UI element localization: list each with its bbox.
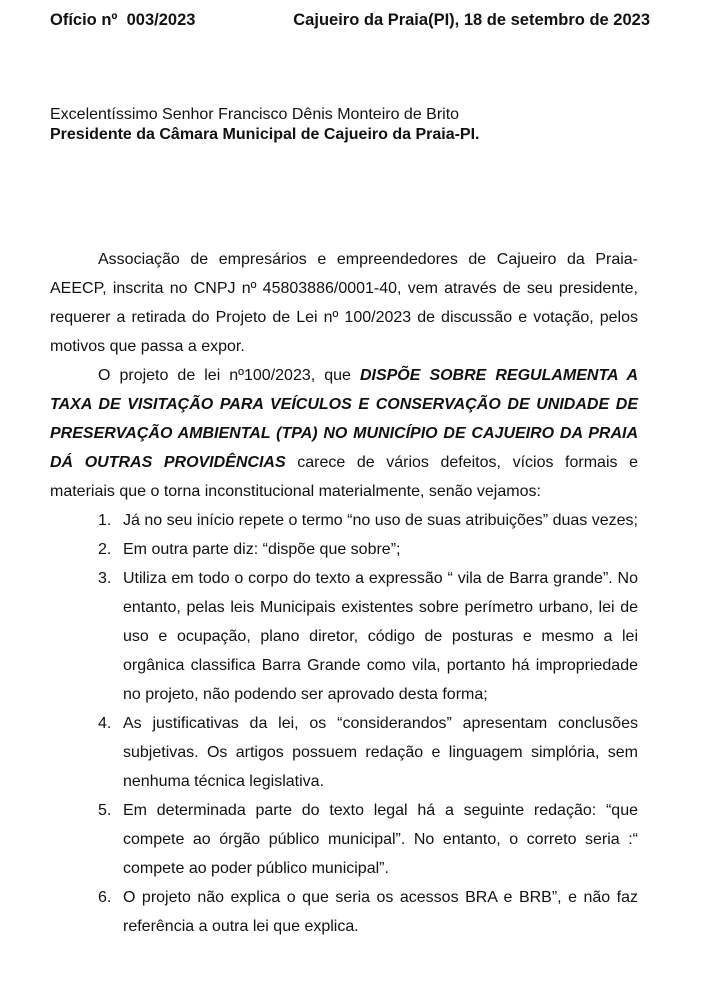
project-title: DISPÕE SOBRE REGULAMENTA A TAXA DE VISITAÇÃO PARA VEÍCULOS E CONSERVAÇÃO DE UNIDADE DE PRESERVAÇÃO AMBIENTAL (TPA) NO MUNICÍPIO DE CAJUEIRO DA PRAIA DÁ OUTRAS PROVIDÊNCIAS	[50, 367, 639, 471]
defects-list	[50, 506, 638, 941]
list-item	[50, 709, 638, 796]
item-text: Utiliza em todo o corpo do texto a expressão “ vila de Barra grande”. No entanto, pelas leis Municipais existentes sobre perímetro urbano, lei de uso e ocupação, plano diretor, código de posturas e mesmo a lei orgânica classifica Barra Grande como vila, portanto há impropriedade no projeto, não podendo ser aprovado desta forma;	[123, 570, 638, 703]
item-number: 4.	[98, 715, 112, 732]
item-number: 1.	[98, 512, 112, 529]
paragraph-project	[50, 361, 638, 506]
item-text: Já no seu início repete o termo “no uso de suas atribuições” duas vezes;	[123, 512, 638, 529]
recipient-block	[50, 105, 670, 145]
item-number: 6.	[98, 889, 112, 906]
item-number: 5.	[98, 802, 112, 819]
list-item	[50, 796, 638, 883]
list-item	[50, 506, 638, 535]
place-date: Cajueiro da Praia(PI), 18 de setembro de 2023	[293, 11, 650, 29]
letter-body	[50, 245, 638, 941]
list-item	[50, 535, 638, 564]
item-number: 3.	[98, 570, 112, 587]
item-number: 2.	[98, 541, 112, 558]
recipient-title: Presidente da Câmara Municipal de Cajueiro da Praia-PI.	[50, 126, 480, 143]
project-intro: O projeto de lei nº100/2023, que	[98, 367, 360, 384]
item-text: Em outra parte diz: “dispõe que sobre”;	[123, 541, 401, 558]
recipient-salutation: Excelentíssimo Senhor Francisco Dênis Monteiro de Brito	[50, 106, 460, 123]
item-text: As justificativas da lei, os “considerandos” apresentam conclusões subjetivas. Os artigos possuem redação e linguagem simplória, sem nenhuma técnica legislativa.	[123, 715, 638, 790]
letter-header	[50, 10, 650, 30]
list-item	[50, 564, 638, 709]
list-item	[50, 883, 638, 941]
project-rest: carece de vários defeitos, vícios formais e materiais que o torna inconstitucional materialmente, senão vejamos:	[50, 454, 638, 500]
office-number: Ofício nº 003/2023	[50, 11, 196, 29]
item-text: Em determinada parte do texto legal há a seguinte redação: “que compete ao órgão público municipal”. No entanto, o correto seria :“ compete ao poder público municipal”.	[123, 802, 638, 877]
item-text: O projeto não explica o que seria os acessos BRA e BRB”, e não faz referência a outra lei que explica.	[123, 889, 638, 935]
paragraph-request: Associação de empresários e empreendedores de Cajueiro da Praia-AEECP, inscrita no CNPJ nº 45803886/0001-40, vem através de seu presidente, requerer a retirada do Projeto de Lei nº 100/2023 de discussão e votação, pelos motivos que passa a expor.	[50, 251, 638, 355]
